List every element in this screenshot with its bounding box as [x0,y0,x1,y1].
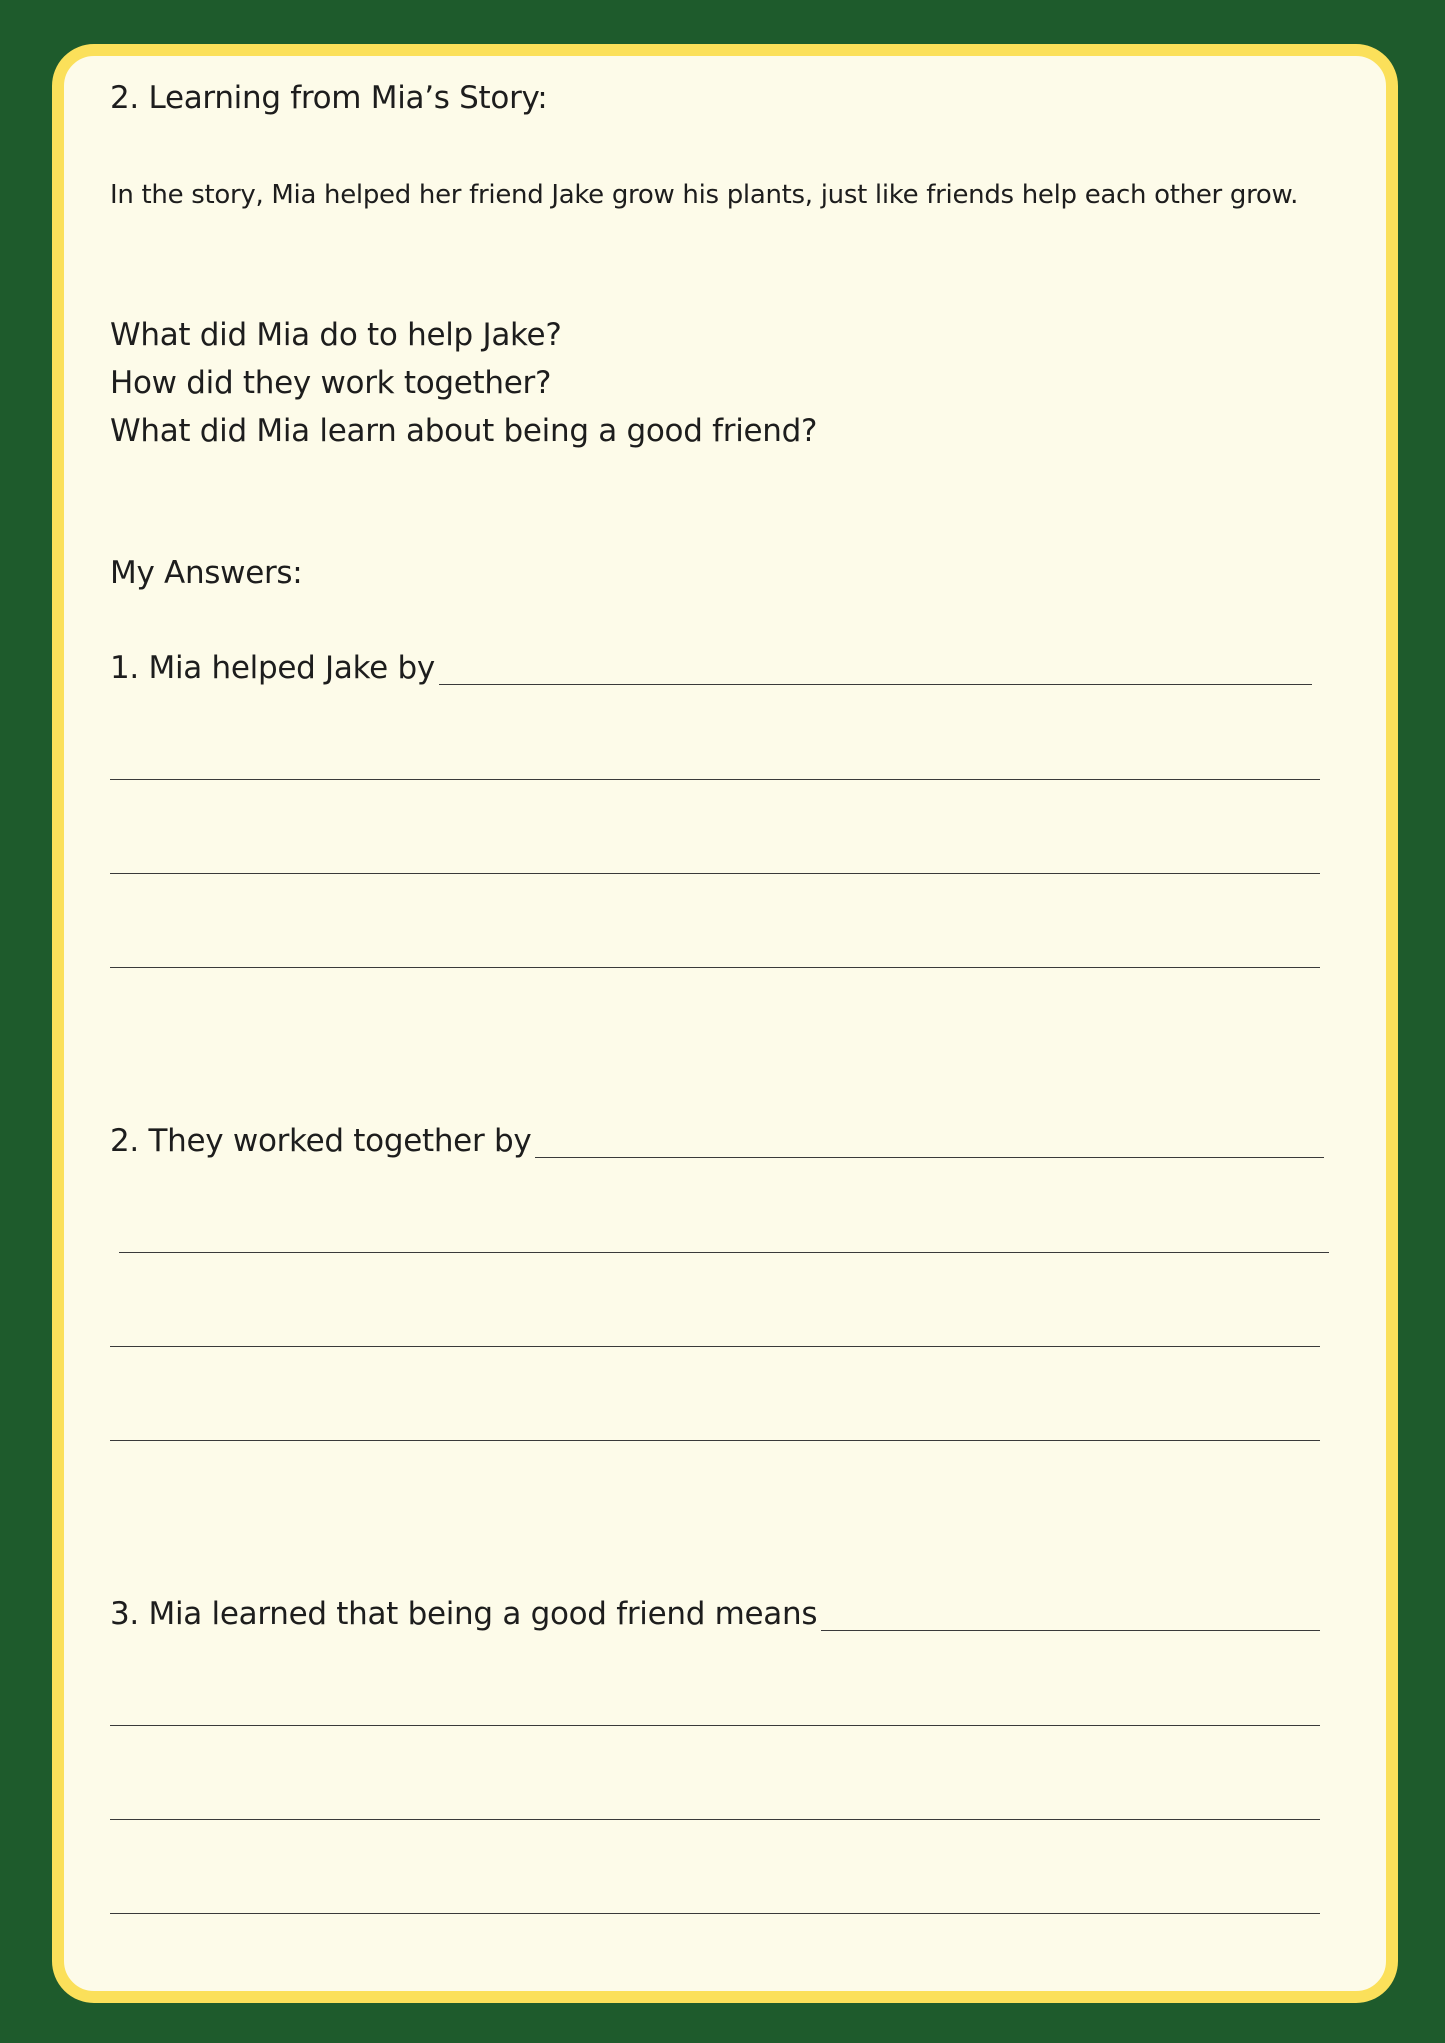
answer-prompt-1: 1. Mia helped Jake by [110,650,435,686]
answer-1-line-4[interactable] [110,967,1320,968]
answers-heading: My Answers: [110,555,303,591]
answer-1-line-3[interactable] [110,873,1320,874]
answer-3-line-4[interactable] [110,1913,1320,1914]
answer-2-line-4[interactable] [110,1440,1320,1441]
answer-2-line-3[interactable] [110,1346,1320,1347]
intro-text: In the story, Mia helped her friend Jake grow his plants, just like friends help each other grow. [110,180,1299,210]
answer-3-line-inline[interactable] [821,1630,1320,1631]
answer-2-line-2[interactable] [119,1252,1329,1253]
question-3: What did Mia learn about being a good friend? [110,413,818,449]
section-title: 2. Learning from Mia’s Story: [110,80,548,116]
answer-1-line-2[interactable] [110,779,1320,780]
answer-3-line-3[interactable] [110,1819,1320,1820]
question-2: How did they work together? [110,365,552,401]
answer-prompt-3: 3. Mia learned that being a good friend means [110,1596,818,1632]
question-1: What did Mia do to help Jake? [110,317,562,353]
answer-prompt-2: 2. They worked together by [110,1123,532,1159]
answer-3-line-2[interactable] [110,1725,1320,1726]
answer-1-line-inline[interactable] [439,684,1312,685]
answer-2-line-inline[interactable] [535,1157,1324,1158]
